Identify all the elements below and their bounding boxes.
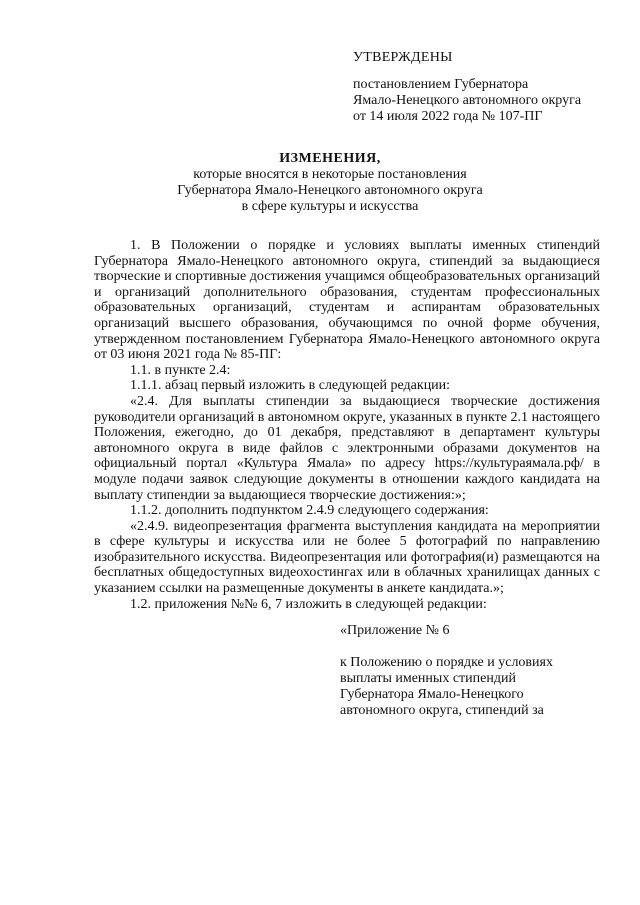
appendix-line: Губернатора Ямало-Ненецкого [340,687,524,702]
appendix-line: к Положению о порядке и условиях [340,655,553,670]
title-subline: которые вносятся в некоторые постановления [193,167,467,182]
approval-block [353,50,613,125]
approval-line: Ямало-Ненецкого автономного округа [353,93,582,108]
approval-line: постановлением Губернатора [353,77,529,92]
title-subline: Губернатора Ямало-Ненецкого автономного округа [177,183,483,198]
appendix-line: выплаты именных стипендий [340,671,516,686]
approval-line: от 14 июля 2022 года № 107-ПГ [353,109,543,124]
document-title: ИЗМЕНЕНИЯ, [279,151,381,166]
document-title-block [60,151,600,215]
title-subline: в сфере культуры и искусства [241,199,419,214]
paragraph-1: 1. В Положении о порядке и условиях выплаты именных стипендий Губернатора Ямало-Ненецкого автономного округа, стипендий за выдающиеся творческие и спортивные достижения учащимся общеобразовательных организаций и организаций дополнительного образования, студентам профессиональных образовательных организаций, студентам и аспирантам образовательных организаций высшего образования, обучающимся по очной форме обучения, утвержденном постановлением Губернатора Ямало-Ненецкого автономного округа от 03 июня 2021 года № 85-ПГ: [94,238,600,363]
paragraph-1-1-1: 1.1.1. абзац первый изложить в следующей редакции: [130,378,451,394]
appendix-header [340,623,600,719]
approval-heading: УТВЕРЖДЕНЫ [353,50,453,65]
appendix-title: «Приложение № 6 [340,623,450,638]
paragraph-1-1-2: 1.1.2. дополнить подпунктом 2.4.9 следующего содержания: [130,503,489,519]
document-body [94,238,600,612]
appendix-line: автономного округа, стипендий за [340,703,544,718]
paragraph-1-2: 1.2. приложения №№ 6, 7 изложить в следующей редакции: [130,596,487,612]
paragraph-2-4-9-quote: «2.4.9. видеопрезентация фрагмента выступления кандидата на мероприятии в сфере культуры и искусства или не более 5 фотографий по направлению изобразительного искусства. Видеопрезентация или фотография(и) размещаются на бесплатных общедоступных видеохостингах или в облачных хранилищах данных с указанием ссылки на размещенные документы в анкете кандидата.»; [94,518,600,597]
paragraph-2-4-quote: «2.4. Для выплаты стипендии за выдающиеся творческие достижения руководители организаций в автономном округе, указанных в пункте 2.1 настоящего Положения, ежегодно, до 01 декабря, представляют в департамент культуры автономного округа в виде файлов с электронными образами документов на официальный портал «Культура Ямала» по адресу https://культураямала.рф/ в модуле подачи заявок следующие документы в отношении каждого кандидата на выплату стипендии за выдающиеся творческие достижения:»; [94,393,600,503]
paragraph-1-1: 1.1. в пункте 2.4: [130,362,231,378]
